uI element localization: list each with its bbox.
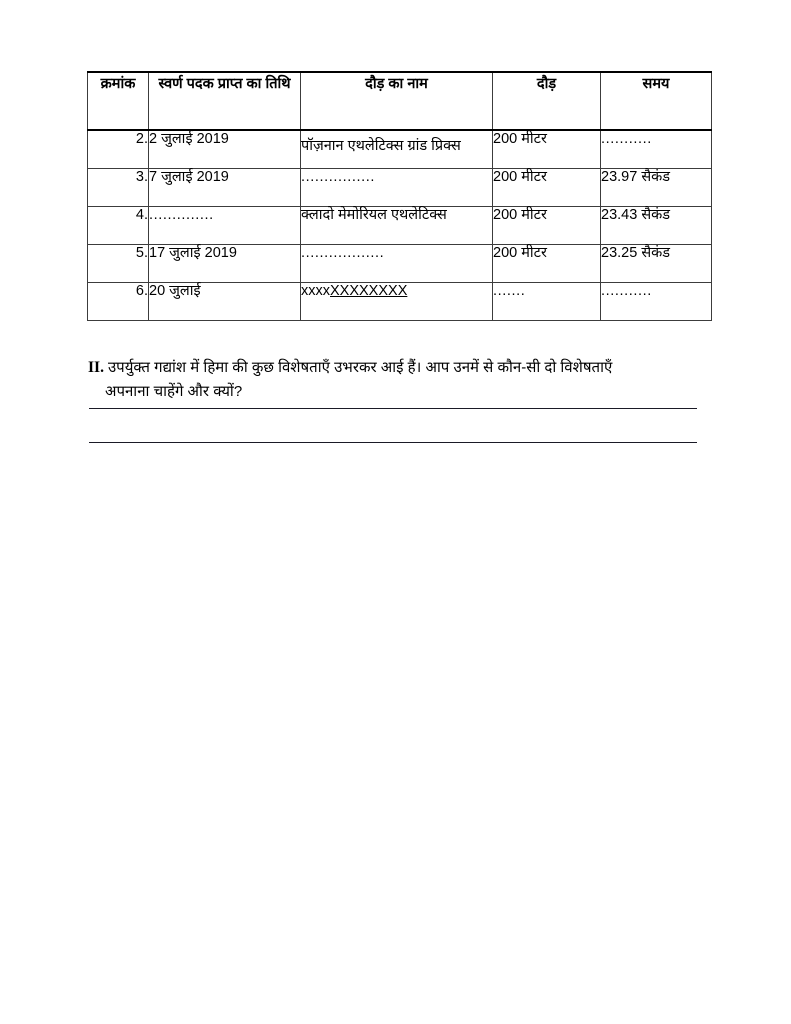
row-distance: 200 मीटर xyxy=(493,130,601,168)
placeholder-plain-text: xxxx xyxy=(301,282,330,299)
row-race-name: क्लादो मेमोरियल एथलेटिक्स xyxy=(301,206,493,244)
row-serial-number: 2. xyxy=(88,130,149,168)
row-date: 7 जुलाई 2019 xyxy=(149,168,301,206)
answer-line-2[interactable] xyxy=(89,442,697,443)
column-header-date: स्वर्ण पदक प्राप्त का तिथि xyxy=(149,72,301,130)
row-race-name: पॉज़नान एथलेटिक्स ग्रांड प्रिक्स xyxy=(301,130,493,168)
table-row xyxy=(88,244,712,282)
row-date: 2 जुलाई 2019 xyxy=(149,130,301,168)
row-time-blank: ........... xyxy=(601,282,712,320)
row-distance-blank: ....... xyxy=(493,282,601,320)
row-serial-number: 6. xyxy=(88,282,149,320)
table-row xyxy=(88,282,712,320)
row-distance: 200 मीटर xyxy=(493,206,601,244)
question-text-line-1: उपर्युक्त गद्यांश में हिमा की कुछ विशेषताएँ उभरकर आई हैं। आप उनमें से कौन-सी दो विशेषताएँ xyxy=(107,359,613,376)
answer-lines-area xyxy=(89,408,697,443)
row-time: 23.97 सैकंड xyxy=(601,168,712,206)
row-time-blank: ........... xyxy=(601,130,712,168)
column-header-time: समय xyxy=(601,72,712,130)
table-row xyxy=(88,168,712,206)
row-race-name-placeholder xyxy=(301,282,493,320)
question-number: II. xyxy=(88,359,104,376)
row-serial-number: 4. xyxy=(88,206,149,244)
placeholder-underlined-text: XXXXXXXX xyxy=(330,282,408,299)
answer-line-1[interactable] xyxy=(89,408,697,409)
row-distance: 200 मीटर xyxy=(493,244,601,282)
column-header-race: दौड़ xyxy=(493,72,601,130)
row-serial-number: 5. xyxy=(88,244,149,282)
row-date: 17 जुलाई 2019 xyxy=(149,244,301,282)
row-serial-number: 3. xyxy=(88,168,149,206)
row-race-name-blank: ................ xyxy=(301,168,493,206)
row-date-blank: .............. xyxy=(149,206,301,244)
row-race-name-blank: .................. xyxy=(301,244,493,282)
question-text-line-2: अपनाना चाहेंगे और क्यों? xyxy=(105,383,243,401)
hima-das-gold-medal-table xyxy=(87,71,712,321)
question-block xyxy=(88,355,706,405)
row-time: 23.25 सैकंड xyxy=(601,244,712,282)
column-header-race-name: दौड़ का नाम xyxy=(301,72,493,130)
row-time: 23.43 सैकंड xyxy=(601,206,712,244)
table-row xyxy=(88,206,712,244)
table-header-row xyxy=(88,72,712,130)
table-row xyxy=(88,130,712,168)
medal-table-container xyxy=(87,71,711,321)
column-header-serial: क्रमांक xyxy=(88,72,149,130)
row-distance: 200 मीटर xyxy=(493,168,601,206)
row-date: 20 जुलाई xyxy=(149,282,301,320)
